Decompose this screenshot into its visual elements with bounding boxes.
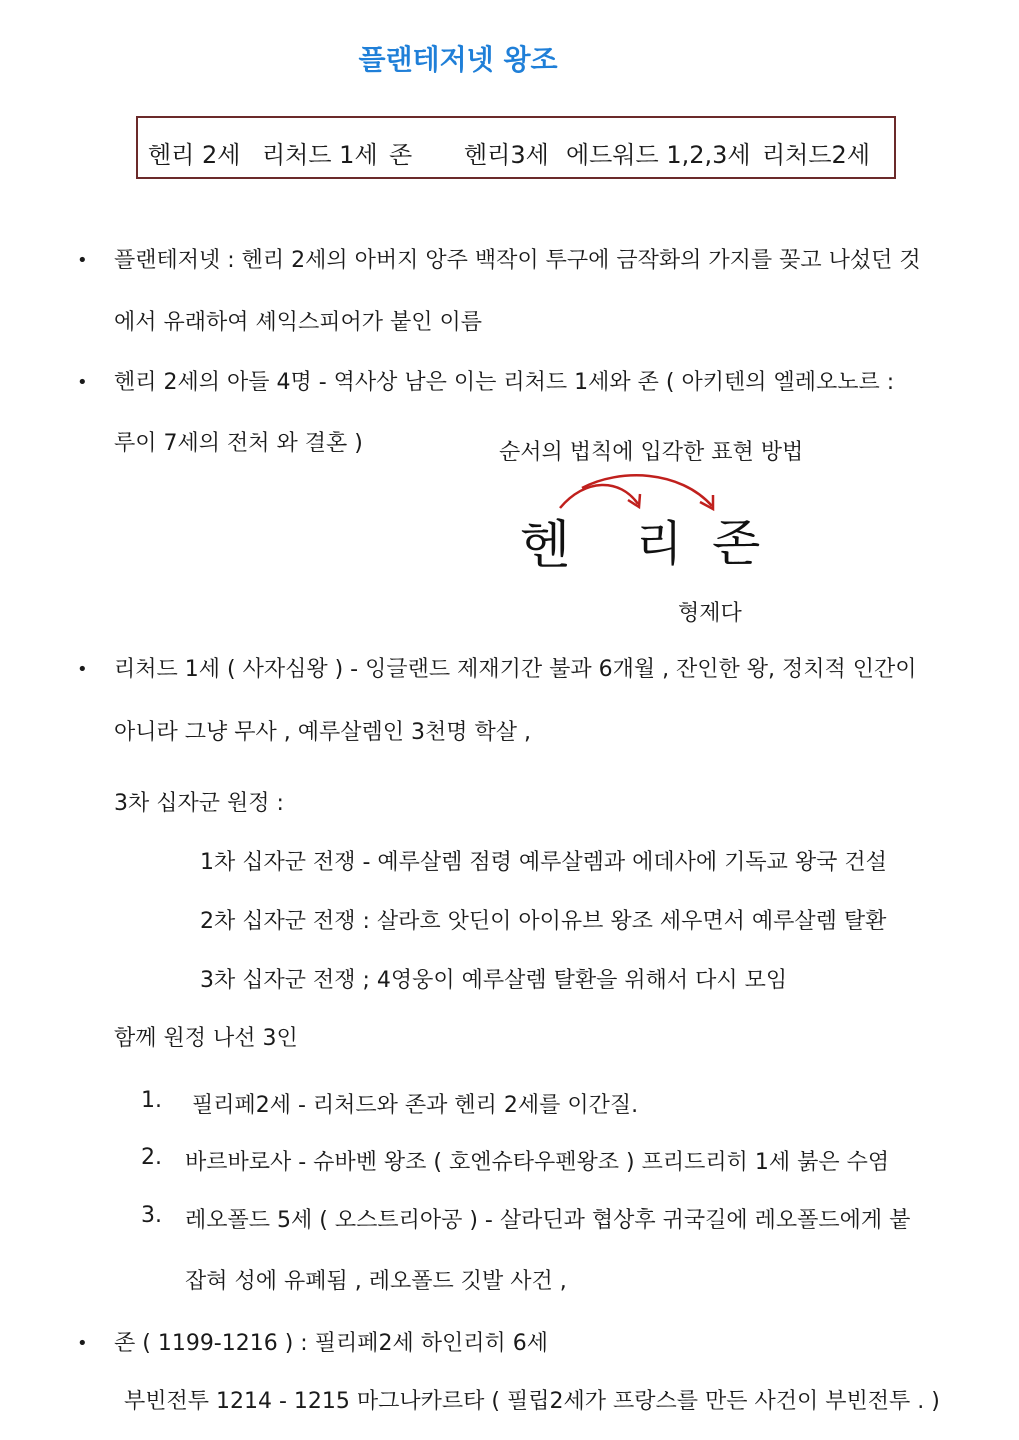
- diagram-char-john: 존: [712, 514, 761, 572]
- list-item-continuation: 잡혀 성에 유폐됨 , 레오폴드 깃발 사건 ,: [185, 1269, 567, 1294]
- sons-line-2: 루이 7세의 전처 와 결혼 ): [114, 431, 363, 456]
- bullet-marker: •: [77, 250, 88, 271]
- list-item: 필리페2세 - 리처드와 존과 헨리 2세를 이간질.: [192, 1093, 639, 1118]
- ruler-john: 존: [389, 141, 413, 169]
- ruler-richard1: 리처드 1세: [262, 141, 378, 169]
- page-title: 플랜테저넷 왕조: [358, 43, 558, 76]
- crusade-2: 2차 십자군 전쟁 : 살라흐 앗딘이 아이유브 왕조 세우면서 예루살렘 탈환: [200, 909, 887, 934]
- ruler-edward: 에드워드 1,2,3세: [566, 141, 751, 169]
- plantagenet-line-2: 에서 유래하여 셰익스피어가 붙인 이름: [114, 310, 483, 335]
- crusade-3: 3차 십자군 전쟁 ; 4영웅이 예루살렘 탈환을 위해서 다시 모임: [200, 968, 788, 993]
- sons-line-1: 헨리 2세의 아들 4명 - 역사상 남은 이는 리처드 1세와 존 ( 아키텐의 엘레오노르 :: [114, 370, 895, 395]
- john-line-2: 부빈전투 1214 - 1215 마그나카르타 ( 필립2세가 프랑스를 만든 사건이 부빈전투 . ): [124, 1389, 940, 1414]
- crusade-heading: 3차 십자군 원정 :: [114, 791, 284, 816]
- diagram-char-richard: 리: [636, 516, 683, 572]
- ruler-henry2: 헨리 2세: [148, 141, 241, 169]
- bullet-marker: •: [77, 1333, 88, 1354]
- arrow-henry-to-john: [582, 475, 712, 506]
- list-number: 3.: [141, 1203, 162, 1228]
- bullet-marker: •: [77, 372, 88, 393]
- richard-line-2: 아니라 그냥 무사 , 예루살렘인 3천명 학살 ,: [114, 720, 531, 745]
- diagram-caption: 순서의 법칙에 입각한 표현 방법: [499, 440, 804, 465]
- john-line-1: 존 ( 1199-1216 ) : 필리페2세 하인리히 6세: [114, 1331, 548, 1356]
- list-item: 레오폴드 5세 ( 오스트리아공 ) - 살라딘과 협상후 귀국길에 레오폴드에게 붙: [185, 1208, 911, 1233]
- richard-line-1: 리처드 1세 ( 사자심왕 ) - 잉글랜드 제재기간 불과 6개월 , 잔인한 왕, 정치적 인간이: [114, 657, 917, 682]
- diagram-footer: 형제다: [678, 601, 742, 626]
- list-item: 바르바로사 - 슈바벤 왕조 ( 호엔슈타우펜왕조 ) 프리드리히 1세 붉은 수염: [185, 1150, 890, 1175]
- three-heading: 함께 원정 나선 3인: [114, 1026, 298, 1051]
- ruler-henry3: 헨리3세: [464, 141, 549, 169]
- diagram-char-henry: 헨: [520, 516, 571, 576]
- rulers-box: [136, 116, 896, 179]
- bullet-marker: •: [77, 659, 88, 680]
- plantagenet-line-1: 플랜테저넷 : 헨리 2세의 아버지 앙주 백작이 투구에 금작화의 가지를 꽂고 나섰던 것: [114, 248, 921, 273]
- ruler-richard2: 리처드2세: [762, 141, 871, 169]
- list-number: 2.: [141, 1145, 162, 1170]
- arrow-henry-to-richard: [560, 485, 638, 508]
- list-number: 1.: [141, 1088, 162, 1113]
- crusade-1: 1차 십자군 전쟁 - 예루살렘 점령 예루살렘과 에데사에 기독교 왕국 건설: [200, 850, 887, 875]
